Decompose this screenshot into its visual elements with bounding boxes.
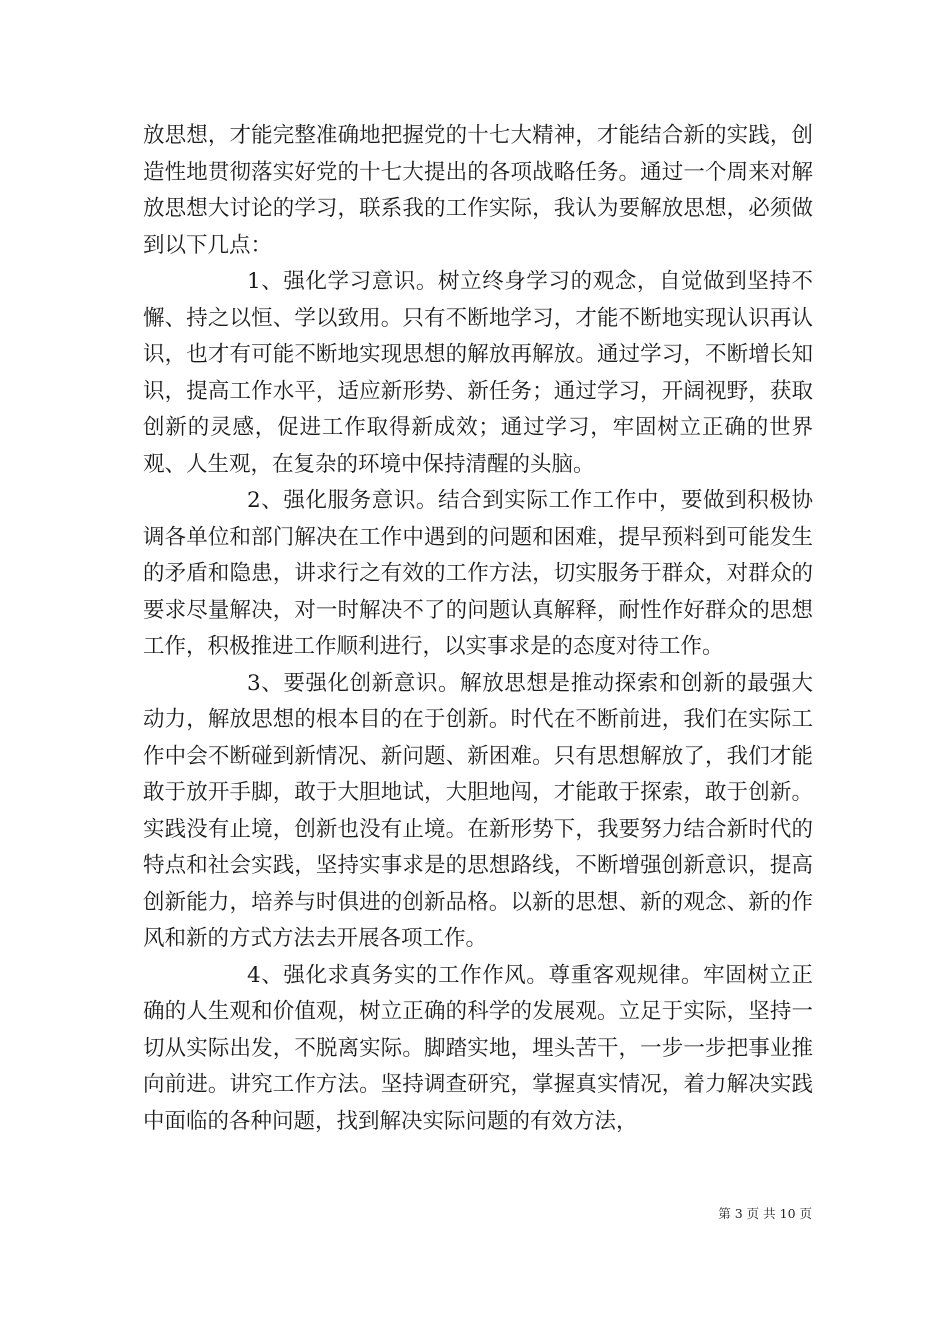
paragraph-innovation-awareness: 3、要强化创新意识。解放思想是推动探索和创新的最强大动力，解放思想的根本目的在于创新。时代在不断前进，我们在实际工作中会不断碰到新情况、新问题、新困难。只有思想解放了，我们才能敢于放开手脚，敢于大胆地试，大胆地闯，才能敢于探索，敢于创新。实践没有止境，创新也没有止境。在新形势下，我要努力结合新时代的特点和社会实践，坚持实事求是的思想路线，不断增强创新意识，提高创新能力，培养与时俱进的创新品格。以新的思想、新的观念、新的作风和新的方式方法去开展各项工作。 (143, 670, 813, 951)
page-number: 第 3 页 共 10 页 (718, 1206, 812, 1221)
paragraph-intro: 放思想，才能完整准确地把握党的十七大精神，才能结合新的实践，创造性地贯彻落实好党的十七大提出的各项战略任务。通过一个周来对解放思想大讨论的学习，联系我的工作实际，我认为要解放思想，必须做到以下几点： (143, 123, 813, 258)
paragraph-service-awareness: 2、强化服务意识。结合到实际工作工作中，要做到积极协调各单位和部门解决在工作中遇到的问题和困难，提早预料到可能发生的矛盾和隐患，讲求行之有效的工作方法，切实服务于群众，对群众的要求尽量解决，对一时解决不了的问题认真解释，耐性作好群众的思想工作，积极推进工作顺利进行，以实事求是的态度对待工作。 (143, 488, 813, 659)
paragraph-work-style: 4、强化求真务实的工作作风。尊重客观规律。牢固树立正确的人生观和价值观，树立正确的科学的发展观。立足于实际，坚持一切从实际出发，不脱离实际。脚踏实地，埋头苦干，一步一步把事业推向前进。讲究工作方法。坚持调查研究，掌握真实情况，着力解决实践中面临的各种问题，找到解决实际问题的有效方法， (143, 962, 813, 1134)
body-text (143, 118, 813, 1140)
paragraph-study-awareness: 1、强化学习意识。树立终身学习的观念，自觉做到坚持不懈、持之以恒、学以致用。只有不断地学习，才能不断地实现认识再认识，也才有可能不断地实现思想的解放再解放。通过学习，不断增长知识，提高工作水平，适应新形势、新任务；通过学习，开阔视野，获取创新的灵感，促进工作取得新成效；通过学习，牢固树立正确的世界观、人生观，在复杂的环境中保持清醒的头脑。 (143, 269, 813, 477)
